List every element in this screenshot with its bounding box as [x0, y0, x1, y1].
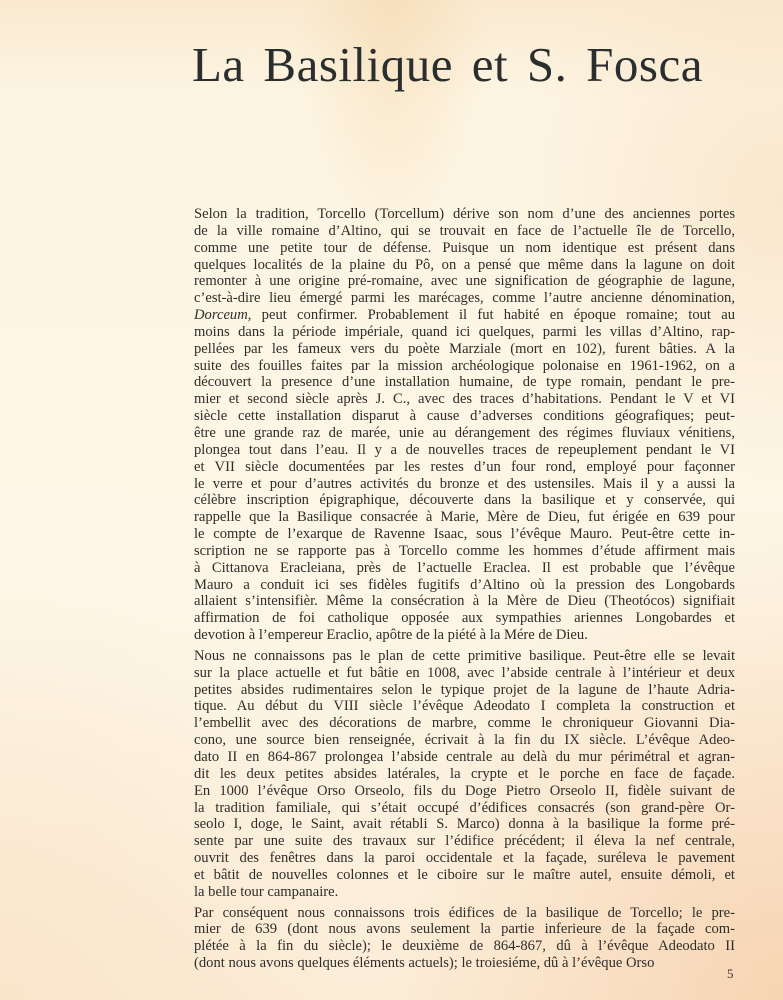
text-line: (dont nous avons quelques éléments actuels); le troiesiéme, dû à l’évêque Orso: [194, 955, 655, 972]
text-line: de la ville romaine d’Altino, qui se trouvait en face de l’actuelle île de Torcello,: [194, 222, 735, 239]
text-line: la tradition familiale, qui s’était occupé d’édifices consacrés (son grand-père Or-: [194, 799, 735, 816]
text-line: et VII siècle documentées par les restes d’un four rond, employé pour façonner: [194, 458, 735, 475]
text-line: Nous ne connaissons pas le plan de cette primitive basilique. Peut-être elle se levait: [194, 647, 735, 664]
text-line: mier de 639 (dont nous avons seulement la partie inferieure de la façade com-: [194, 921, 735, 938]
text-line: scription ne se rapporte pas à Torcello comme les hommes d’étude affirment mais: [194, 542, 735, 559]
text-line: Par conséquent nous connaissons trois édifices de la basilique de Torcello; le pre-: [194, 904, 735, 921]
text-line: plongea tout dans l’eau. Il y a de nouvelles traces de repeuplement pendant le VI: [194, 441, 735, 458]
text-line: le compte de l’exarque de Ravenne Isaac, sous l’évêque Mauro. Peut-être cette in-: [194, 526, 735, 543]
page-title: La Basilique et S. Fosca: [192, 37, 703, 92]
text-line: quelques localités de la plaine du Pô, on a pensé que même dans la lagune on doit: [194, 256, 735, 273]
text-line: plétée à la fin du siècle); le deuxième de 864-867, dû à l’évêque Adeodato II: [194, 938, 735, 955]
body-text: [194, 206, 735, 972]
text-line: affirmation de foi catholique opposée aux sympathies ariennes Longobardes et: [194, 610, 735, 627]
text-line: célèbre inscription épigraphique, découverte dans la basilique et y conservée, qui: [194, 492, 735, 509]
text-line: remonter à une origine pré-romaine, avec une signification de géographie de lagune,: [194, 273, 735, 290]
text-line: rappelle que la Basilique consacrée à Marie, Mère de Dieu, fut érigée en 639 pour: [194, 509, 735, 526]
text-line: ouvrit des fenêtres dans la paroi occidentale et la façade, suréleva le pavement: [194, 850, 735, 867]
text-line: cono, une source bien renseignée, écrivait à la fin du IX siècle. L’évêque Adeo-: [194, 732, 735, 749]
text-line: Mauro a conduit ici ses fidèles fugitifs d’Altino où la pression des Longobards: [194, 576, 735, 593]
text-line: comme une petite tour de défense. Puisque un nom identique est présent dans: [194, 239, 735, 256]
text-line: allaient s’intensifièr. Même la consécration à la Mère de Dieu (Theotócos) signifiait: [194, 593, 735, 610]
italic-term: Dorceum: [194, 307, 248, 324]
paragraph: [194, 206, 735, 644]
text-line: à Cittanova Eracleiana, près de l’actuelle Eraclea. Il est probable que l’évêque: [194, 559, 735, 576]
text-line: découvert la presence d’une installation humaine, de type romain, pendant le pre-: [194, 374, 735, 391]
text-line: siècle cette installation disparut à cause d’adverses conditions géografiques; peut-: [194, 408, 735, 425]
text-line: dato II en 864-867 prolongea l’abside centrale au delà du mur périmétral et agran-: [194, 749, 735, 765]
text-line: sente par une suite des travaux sur l’édifice précédent; il éleva la nef centrale,: [194, 833, 735, 850]
text-line: petites absides rudimentaires selon le typique projet de la lagune de l’haute Adria-: [194, 681, 735, 698]
text-line: le verre et pour d’autres activités du bronze et des ustensiles. Mais il y a aussi la: [194, 475, 735, 492]
text-line: l’embellit avec des décorations de marbre, comme le chroniqueur Giovanni Dia-: [194, 715, 735, 732]
text-line: seolo I, doge, le Saint, avait rétabli S. Marco) donna à la basilique la forme pré-: [194, 816, 735, 833]
text-line: moins dans la période impériale, quand ici quelques, parmi les villas d’Altino, rap-: [194, 323, 735, 340]
text-line: suite des fouilles faites par la mission archéologique polonaise en 1961-1962, on a: [194, 357, 735, 374]
text-line: dit les deux petites absides latérales, la crypte et le porche en face de façade.: [194, 765, 735, 782]
text-line: c’est-à-dire lieu émergé parmi les marécages, comme l’autre ancienne dénomination,: [194, 290, 735, 307]
text-line: tique. Au début du VIII siècle l’évêque Adeodato I completa la construction et: [194, 698, 735, 715]
text-line: être une grande raz de marée, unie au dérangement des régimes fluviaux vénitiens,: [194, 424, 735, 441]
text-fragment: , peut confirmer. Probablement il fut habité en époque romaine; tout au: [247, 307, 735, 324]
text-line: sur la place actuelle et fut bâtie en 1008, avec l’abside centrale à l’intérieur et deux: [194, 664, 735, 681]
text-line: la belle tour campanaire.: [194, 883, 339, 900]
text-line: pellées par les fameux vers du poète Marziale (mort en 102), furent bâties. A la: [194, 340, 735, 357]
paragraph: [194, 648, 735, 901]
text-line: [194, 307, 735, 324]
text-line: En 1000 l’évêque Orso Orseolo, fils du Doge Pietro Orseolo II, fidèle suivant de: [194, 782, 735, 799]
paragraph: [194, 905, 735, 972]
page-number: 5: [727, 966, 734, 981]
text-line: mier et second siècle après J. C., avec des traces d’habitations. Pendant le V et VI: [194, 391, 735, 408]
text-line: devotion à l’empereur Eraclio, apôtre de la piété à la Mére de Dieu.: [194, 627, 588, 644]
text-line: Selon la tradition, Torcello (Torcellum) dérive son nom d’une des anciennes portes: [194, 206, 735, 222]
text-line: et bâtit de nouvelles colonnes et le ciboire sur le maître autel, ensuite démoli, et: [194, 866, 735, 883]
